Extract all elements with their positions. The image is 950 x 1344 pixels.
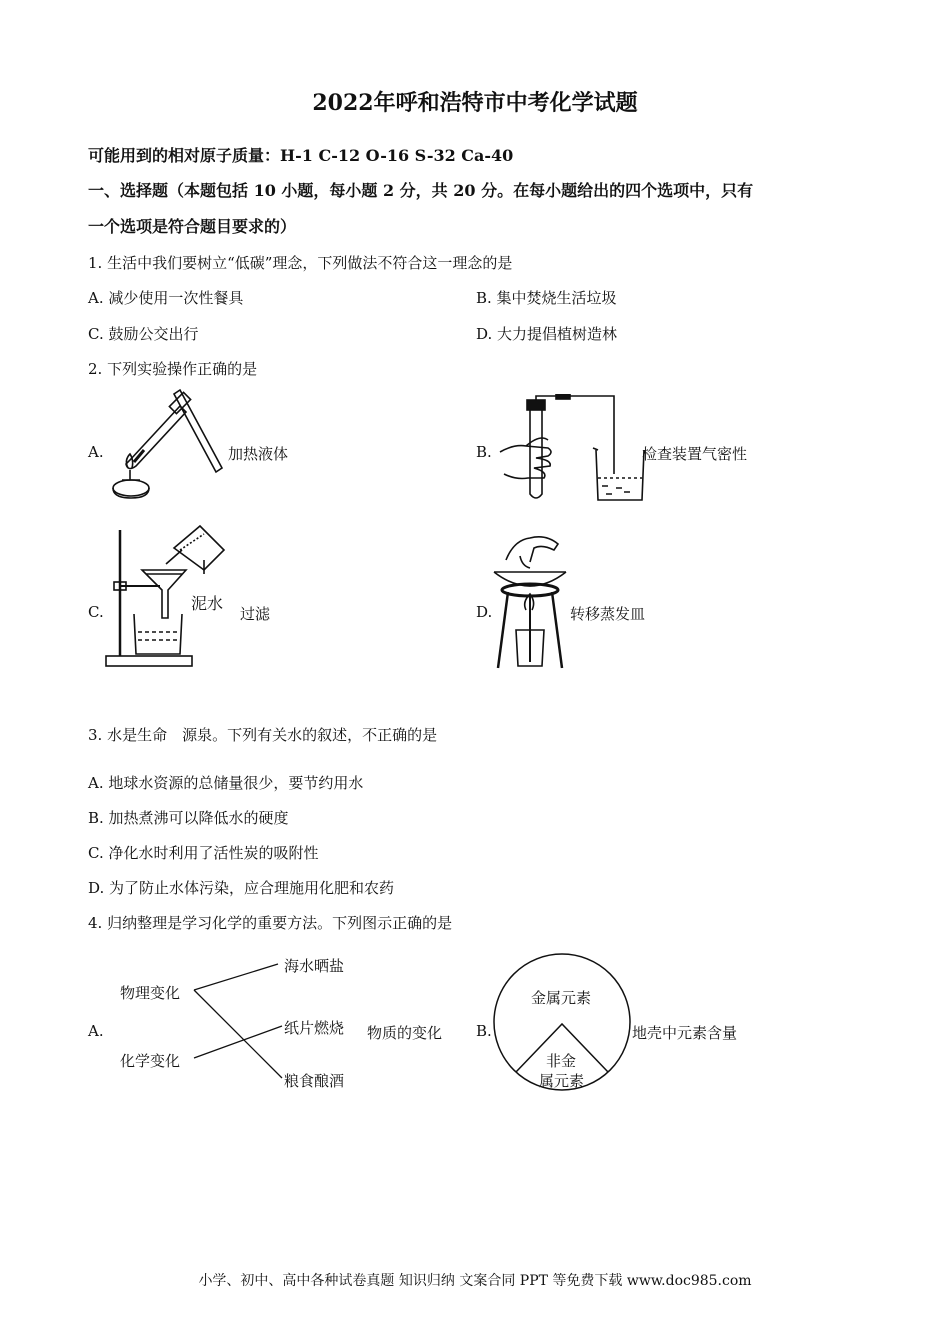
q1-option-b: B. 集中焚烧生活垃圾 xyxy=(476,289,617,307)
q4-caption-a: 物质的变化 xyxy=(367,1024,443,1042)
q2-letter-b: B. xyxy=(476,443,492,461)
heating-liquid-illustration xyxy=(104,388,224,500)
nonmetal-label-line1: 非金 xyxy=(546,1052,577,1070)
q4-letter-a: A. xyxy=(88,1022,104,1040)
q4-caption-b: 地壳中元素含量 xyxy=(632,1024,738,1042)
q4-letter-b: B. xyxy=(476,1022,492,1040)
q2-letter-a: A. xyxy=(88,443,104,461)
q2-caption-c: 过滤 xyxy=(240,605,271,623)
physical-change-label: 物理变化 xyxy=(120,984,181,1002)
q2-stem: 2. 下列实验操作正确的是 xyxy=(88,360,258,378)
q1-option-c: C. 鼓励公交出行 xyxy=(88,325,199,343)
nonmetal-label-line2: 属元素 xyxy=(539,1072,585,1090)
section-heading-line1: 一、选择题（本题包括 10 小题，每小题 2 分，共 20 分。在每小题给出的四个选项中，只有 xyxy=(88,181,754,200)
section-heading-line2: 一个选项是符合题目要求的） xyxy=(88,217,297,236)
q2-caption-d: 转移蒸发皿 xyxy=(570,605,646,623)
airtightness-check-illustration xyxy=(496,394,646,504)
q1-stem: 1. 生活中我们要树立“低碳”理念，下列做法不符合这一理念的是 xyxy=(88,254,513,272)
q2-caption-b: 检查装置气密性 xyxy=(642,445,748,463)
q1-option-a: A. 减少使用一次性餐具 xyxy=(88,289,244,307)
q3-option-d: D. 为了防止水体污染，应合理施用化肥和农药 xyxy=(88,879,395,897)
grain-brewing-label: 粮食酿酒 xyxy=(284,1072,345,1090)
paper-burning-label: 纸片燃烧 xyxy=(284,1019,345,1037)
q3-option-a: A. 地球水资源的总储量很少，要节约用水 xyxy=(88,774,364,792)
page-footer: 小学、初中、高中各种试卷真题 知识归纳 文案合同 PPT 等免费下载 www.doc985.com xyxy=(198,1273,752,1289)
q3-option-b: B. 加热煮沸可以降低水的硬度 xyxy=(88,809,289,827)
q2-letter-c: C. xyxy=(88,603,104,621)
page-title: 2022年呼和浩特市中考化学试题 xyxy=(312,90,638,116)
sea-salt-label: 海水晒盐 xyxy=(284,957,345,975)
chemical-change-label: 化学变化 xyxy=(120,1052,181,1070)
q3-option-c: C. 净化水时利用了活性炭的吸附性 xyxy=(88,844,319,862)
q3-stem: 3. 水是生命 源泉。下列有关水的叙述，不正确的是 xyxy=(88,726,438,744)
q2-caption-a: 加热液体 xyxy=(228,445,289,463)
q2-letter-d: D. xyxy=(476,603,493,621)
metal-elements-label: 金属元素 xyxy=(531,989,592,1007)
evaporating-dish-illustration xyxy=(490,530,570,672)
muddy-water-label: 泥水 xyxy=(191,594,224,613)
atomic-masses: 可能用到的相对原子质量：H-1 C-12 O-16 S-32 Ca-40 xyxy=(88,146,514,165)
q4-stem: 4. 归纳整理是学习化学的重要方法。下列图示正确的是 xyxy=(88,914,453,932)
q1-option-d: D. 大力提倡植树造林 xyxy=(476,325,618,343)
